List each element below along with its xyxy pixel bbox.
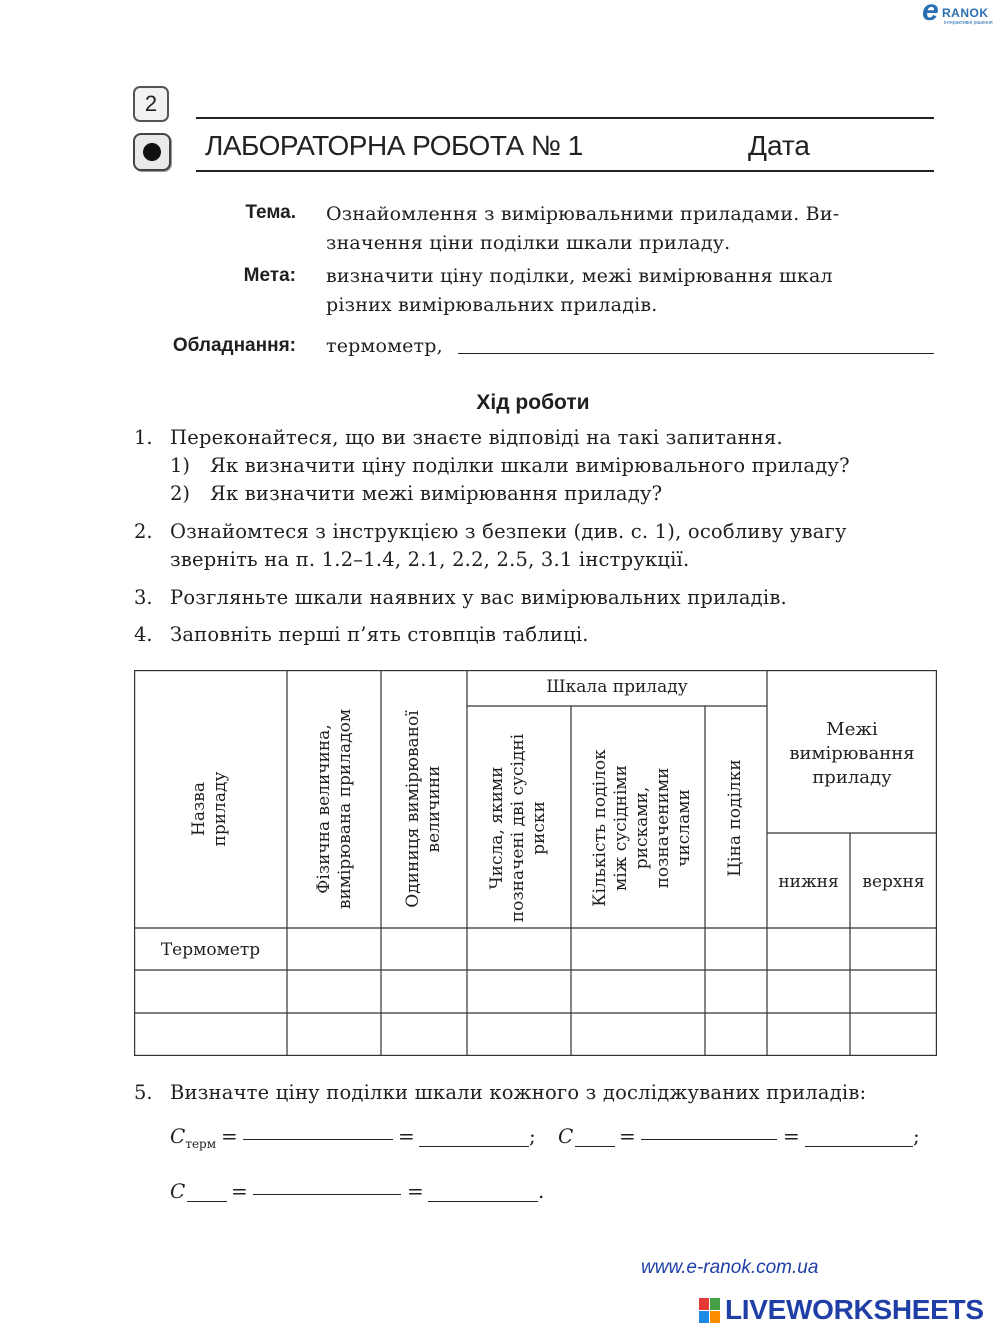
header-unit: Одиниця вимірюваної величини [403,710,444,908]
result-blank-3[interactable] [428,1201,538,1202]
expression-blank-3[interactable] [253,1194,401,1195]
logo-letter: e [922,0,939,27]
subquestion-text: Як визначити ціну поділки шкали вимірювального приладу? [210,454,850,477]
e-ranok-logo [918,0,1000,30]
step-text: Заповніть перші п’ять стовпців таблиці. [170,623,589,646]
header-numbers-marks: Числа, якими позначені дві сусідні риски [487,733,549,923]
header-division-value: Ціна поділки [725,759,745,877]
equals-sign: = [783,1124,800,1148]
step-text-line-2: зверніть на п. 1.2–1.4, 2.1, 2.2, 2.5, 3.1 інструкції. [170,548,690,571]
expression-blank-2[interactable] [641,1139,777,1140]
table-row-instrument[interactable]: Термометр [160,940,261,960]
header-division-count: Кількість поділок між сусідніми рисками, позначеними числами [590,749,694,907]
therm-expression-blank[interactable] [243,1139,393,1140]
step-text: Переконайтеся, що ви знаєте відповіді на такі запитання. [170,426,783,449]
equipment-label: Обладнання: [172,335,296,356]
topic-line-1: Ознайомлення з вимірювальними приладами. Ви- [326,203,840,225]
step-number: 5. [134,1081,153,1104]
header-physical-quantity: Фізична величина, вимірювана приладом [314,708,355,910]
equals-sign: = [221,1124,238,1148]
date-label: Дата [748,130,811,161]
therm-result-blank[interactable] [419,1146,529,1147]
equals-sign: = [407,1179,424,1203]
subquestion-text: Як визначити межі вимірювання приладу? [210,482,663,505]
header-instrument-name: Назва приладу [189,771,230,847]
step-number: 3. [134,586,153,609]
procedure-heading: Хід роботи [476,391,590,414]
logo-text: RANOK [942,6,989,20]
equipment-text: термометр, [326,335,443,357]
formula-c-therm: $C_{терм}$ [170,1124,217,1151]
semicolon: ; [913,1124,920,1148]
liveworksheets-wordmark: LIVEWORKSHEETS [725,1294,984,1325]
step-text: Розгляньте шкали наявних у вас вимірювальних приладів. [170,586,787,609]
instrument-subscript-blank[interactable] [187,1201,227,1202]
goal-label: Мета: [243,265,296,286]
liveworksheets-blocks-icon [699,1298,721,1324]
topic-label: Тема. [245,202,296,223]
goal-line-1: визначити ціну поділки, межі вимірювання шкал [326,265,833,287]
step-number: 4. [134,623,153,646]
period: . [538,1179,545,1203]
header-lower-limit: нижня [778,872,839,892]
semicolon: ; [529,1124,536,1148]
equals-sign: = [231,1179,248,1203]
top-rule [196,117,934,119]
subquestion-number: 2) [170,482,191,505]
lab-title: ЛАБОРАТОРНА РОБОТА № 1 [205,130,583,161]
step-number: 1. [134,426,153,449]
step-number: 2. [134,520,153,543]
formula-c-2: C [558,1124,574,1148]
subquestion-number: 1) [170,454,191,477]
step-text: Визначте ціну поділки шкали кожного з досліджуваних приладів: [170,1081,867,1104]
goal-line-2: різних вимірювальних приладів. [326,294,658,316]
page-number: 2 [133,86,169,122]
header-measurement-limits: Межі вимірювання приладу [789,719,915,788]
logo-tagline: інтерактивні рішення [944,20,993,26]
publisher-url[interactable]: www.e-ranok.com.ua [641,1257,819,1278]
record-bullet-icon [133,133,171,171]
title-rule [196,170,934,172]
header-upper-limit: верхня [862,872,925,892]
formula-c-3: C [170,1179,186,1203]
equipment-blank[interactable] [458,353,934,354]
header-scale: Шкала приладу [546,677,688,697]
equals-sign: = [619,1124,636,1148]
instruments-table [134,670,937,1056]
topic-line-2: значення ціни поділки шкали приладу. [326,232,731,254]
instrument-subscript-blank[interactable] [575,1146,615,1147]
result-blank-2[interactable] [805,1146,913,1147]
step-text-line-1: Ознайомтеся з інструкцією з безпеки (див. с. 1), особливу увагу [170,520,847,543]
equals-sign: = [398,1124,415,1148]
